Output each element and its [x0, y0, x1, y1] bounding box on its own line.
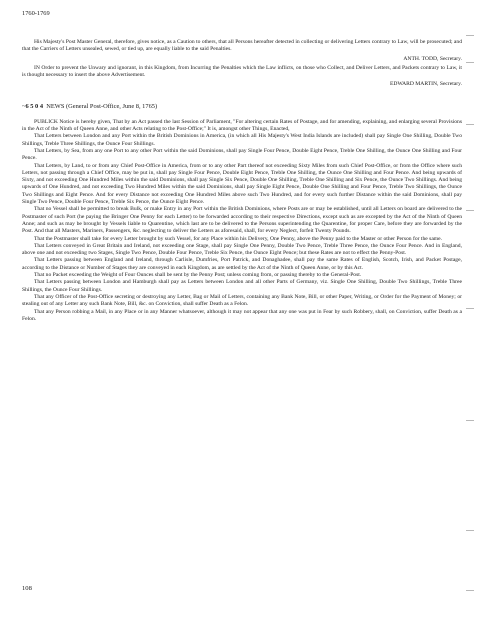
body-paragraph: That no Packet exceeding the Weight of Four Ounces shall be sent by the Penny Post; unless coming from, or passing thereby to the General-Post.	[34, 272, 362, 279]
notice-paragraph: His Majesty's Post Master General, therefore, gives notice, as a Caution to others, that all Persons hereafter detected in collecting or delivering Letters contrary to Law, will be prosecuted; and that the Carriers of Letters unsealed, sewed, or tied up, are equally liable to the said Penalties.	[22, 39, 462, 53]
entry-heading	[22, 103, 462, 111]
body-paragraph: That no Vessel shall be permitted to break Bulk, or make Entry in any Port within the British Dominions, where Posts are or may be established, until all Letters on board are delivered to the Postmaster of such Port (he paying the Bringer One Penny for each Letter) to be forwarded according to their respective Directions, except such as are excepted by the Act of the Ninth of Queen Anne; and such as may be brought by Vessels liable to Quarentine, which last are to be delivered to the Persons superintending the Quarentine, for proper Care, before they are forwarded by the Post. And that all Masters, Mariners, Passengers, &c. neglecting to deliver the Letters as aforesaid, shall, for every Neglect, forfeit Twenty Pounds.	[22, 206, 462, 235]
signature-todd: ANTH. TODD, Secretary.	[403, 55, 462, 62]
running-head: 1760-1769	[22, 10, 50, 17]
page-number: 108	[22, 585, 32, 592]
body-paragraph: That Letters between London and any Port within the British Dominions in America, (in which all His Majesty's West India Islands are included) shall pay Single One Shilling, Double Two Shillings, Treble Three Shillings, the Ounce Four Shillings.	[22, 133, 462, 147]
signature-martin: EDWARD MARTIN, Secretary.	[389, 81, 462, 88]
body-paragraph: That any Officer of the Post-Office secreting or destroying any Letter, Bag or Mail of Letters, containing any Bank Note, Bill, or other Paper, Writing, or Order for the Payment of Money; or stealing out of any Letter any such Bank Note, Bill, &c. on Conviction, shall suffer Death as a Felon.	[22, 293, 462, 308]
margin-mark	[466, 590, 474, 591]
body-paragraph: That Letters, by Land, to or from any Chief Post-Office in America, from or to any other Part thereof not exceeding Sixty Miles from such Chief Post-Office, or from the Office where such Letters, not passing through a Chief Office, may be put in, shall pay Single Four Pence, Double Eight Pence, Treble One Shilling, the Ounce One Shilling and Four Pence. And being upwards of Sixty, and not exceeding One Hundred Miles within the said Dominions, shall pay Single Six Pence, Double One Shilling, Treble One Shilling and Six Pence, the Ounce Two Shillings. And being upwards of One Hundred, and not exceeding Two Hundred Miles within the said Dominions, shall pay Single Eight Pence, Double One Shilling and Four Pence, Treble Two Shillings, the Ounce Two Shillings and Eight Pence. And for every Distance not exceeding One Hundred Miles above such Two Hundred, and for every such further Distance within the said Dominions, shall pay Single Two Pence, Double Four Pence, Treble Six Pence, the Ounce Eight Pence.	[22, 162, 462, 206]
body-paragraph: That Letters, by Sea, from any one Port to any other Port within the said Dominions, shall pay Single Four Pence, Double Eight Pence, Treble One Shilling, the Ounce One Shilling and Four Pence.	[22, 147, 462, 162]
margin-mark	[466, 35, 474, 36]
advertisement-paragraph: IN Order to prevent the Unwary and ignorant, in this Kingdom, from Incurring the Penalties which the Law inflicts, on those who Collect, and Deliver Letters, and Packets contrary to Law, it is thought necessary to insert the above Advertisement.	[22, 64, 462, 79]
body-paragraph: That the Postmaster shall take for every Letter brought by such Vessel, for any Place within his Delivery, One Penny, above the Penny paid to the Master or other Person for the same.	[34, 235, 443, 242]
body-paragraph: That Letters passing between England and Ireland, through Carlisle, Dumfries, Port Patrick, and Donaghadee, shall pay the same Rates of English, Scotch, Irish, and Packet Postage, according to the Distance or Number of Stages they are conveyed in each Kingdom, as are settled by the Act of the Ninth of Queen Anne, or by this Act.	[22, 257, 462, 271]
margin-mark	[466, 420, 474, 421]
margin-mark	[466, 210, 474, 211]
entry-source: (General Post-Office, June 8, 1765)	[65, 102, 158, 110]
body-paragraph: That Letters conveyed in Great Britain and Ireland, not exceeding one Stage, shall pay Single One Penny, Double Two Pence, Treble Three Pence, the Ounce Four Pence. And in England, above one and not exceeding two Stages, Single Two Pence, Double Four Pence, Treble Six Pence, the Ounce Eight Pence; but these Rates are not to effect the Penny-Post.	[22, 242, 462, 257]
body-paragraph: That Letters passing between London and Hamburgh shall pay as Letters between London and all other Parts of Germany, viz. Single One Shilling, Double Two Shillings, Treble Three Shillings, the Ounce Four Shillings.	[22, 279, 462, 293]
document-page	[22, 10, 462, 323]
entry-number: 6504	[25, 102, 45, 110]
margin-mark	[466, 530, 474, 531]
margin-mark	[466, 62, 474, 63]
entry-body	[22, 119, 462, 323]
body-paragraph: That any Person robbing a Mail, in any Place or in any Manner whatsoever, although it may not appear that any one was put in Fear by such Robbery, shall, on Conviction, suffer Death as a Felon.	[22, 308, 462, 322]
entry-marker: ~	[22, 102, 26, 110]
margin-mark	[466, 308, 474, 309]
margin-mark	[466, 124, 474, 125]
body-paragraph: PUBLICK Notice is hereby given, That by an Act passed the last Session of Parliament, "For altering certain Rates of Postage, and for amending, explaining, and enlarging several Provisions in the Act of the Ninth of Queen Anne, and other Acts relating to the Post-Office;" It is, amongst other Things, Enacted,	[22, 118, 462, 133]
entry-label: NEWS	[46, 102, 65, 110]
